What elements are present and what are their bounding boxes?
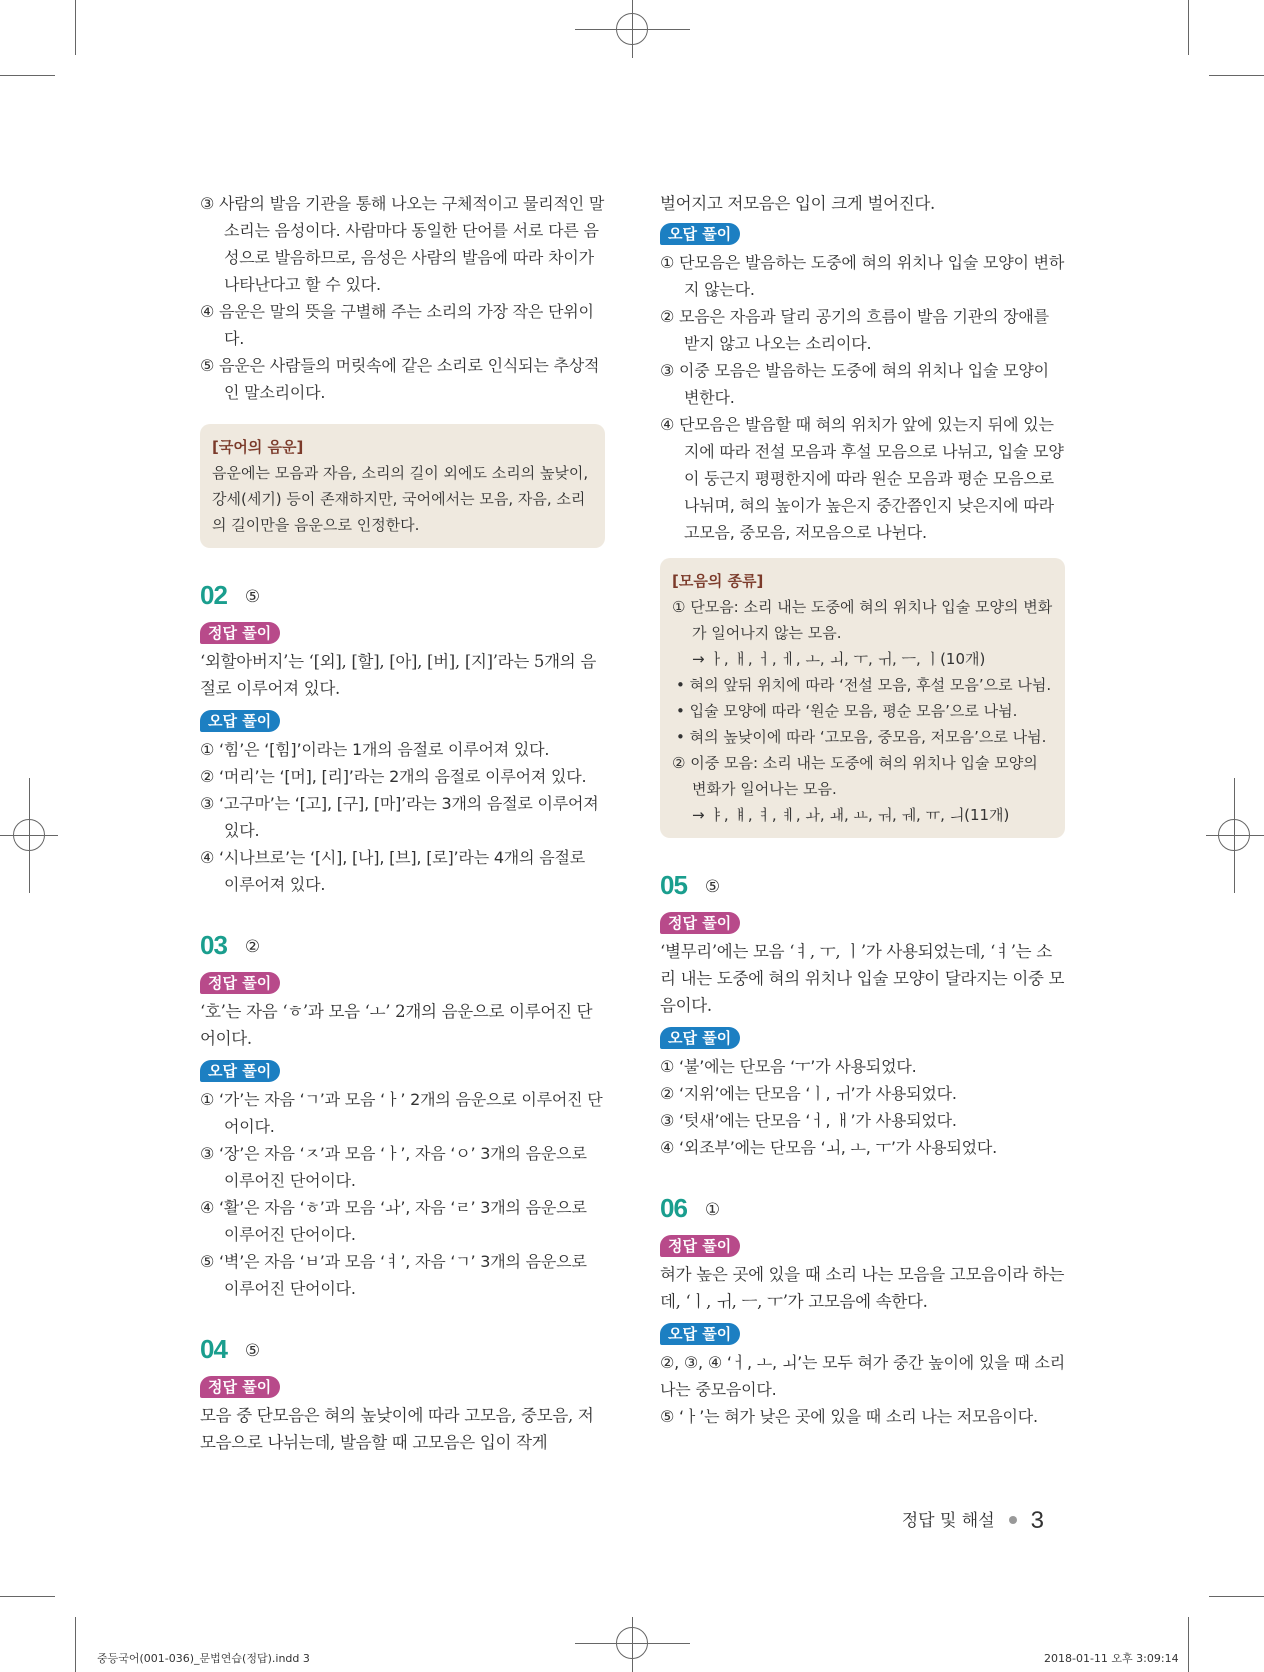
correct-explanation: 모음 중 단모음은 혀의 높낮이에 따라 고모음, 중모음, 저모음으로 나뉘는데, 발음할 때 고모음은 입이 작게 (200, 1406, 594, 1452)
correct-explanation-tag: 정답 풀이 (660, 912, 740, 934)
list-item: ③ ‘장’은 자음 ‘ㅈ’과 모음 ‘ㅏ’, 자음 ‘ㅇ’ 3개의 음운으로 이루어진 단어이다. (200, 1144, 587, 1190)
box-text: 음운에는 모음과 자음, 소리의 길이 외에도 소리의 높낮이, 강세(세기) 등이 존재하지만, 국어에서는 모음, 자음, 소리의 길이만을 음운으로 인정한다. (212, 464, 589, 534)
question-03-header (200, 928, 605, 966)
right-column (660, 190, 1065, 1430)
question-number: 03 (200, 930, 227, 960)
wrong-explanation-tag: 오답 풀이 (660, 1027, 740, 1049)
list-item: ② ‘지위’에는 단모음 ‘ㅣ, ㅟ’가 사용되었다. (660, 1084, 957, 1103)
slug-date: 2018-01-11 오후 3:09:14 (1044, 1652, 1179, 1665)
list-item: ② 모음은 자음과 달리 공기의 흐름이 발음 기관의 장애를 받지 않고 나오는 소리이다. (660, 307, 1049, 353)
question-number: 05 (660, 870, 687, 900)
correct-explanation: ‘외할아버지’는 ‘[외], [할], [아], [버], [지]’라는 5개의 음절로 이루어져 있다. (200, 652, 596, 698)
list-item: ④ ‘활’은 자음 ‘ㅎ’과 모음 ‘ㅘ’, 자음 ‘ㄹ’ 3개의 음운으로 이루어진 단어이다. (200, 1198, 587, 1244)
box-title: [모음의 종류] (672, 572, 764, 590)
footer-label: 정답 및 해설 (901, 1511, 995, 1531)
list-item: ⑤ ‘ㅏ’는 혀가 낮은 곳에 있을 때 소리 나는 저모음이다. (660, 1407, 1038, 1426)
correct-explanation-tag: 정답 풀이 (200, 1376, 280, 1398)
correct-explanation-tag: 정답 풀이 (200, 972, 280, 994)
list-item: ① ‘불’에는 단모음 ‘ㅜ’가 사용되었다. (660, 1057, 917, 1076)
slug-file: 중등국어(001-036)_문법연습(정답).indd 3 (97, 1652, 310, 1665)
wrong-explanation-tag: 오답 풀이 (200, 1060, 280, 1082)
info-box-vowel-types (660, 558, 1065, 838)
box-title: [국어의 음운] (212, 438, 304, 456)
box-item: ② 이중 모음: 소리 내는 도중에 혀의 위치나 입술 모양의 변화가 일어나는 모음. (672, 754, 1038, 798)
box-vowel-list: → ㅑ, ㅒ, ㅕ, ㅖ, ㅘ, ㅙ, ㅛ, ㅝ, ㅞ, ㅠ, ㅢ(11개) (692, 806, 1010, 824)
box-bullet: • 입술 모양에 따라 ‘원순 모음, 평순 모음’으로 나뉨. (676, 702, 1018, 720)
list-item: ③ ‘고구마’는 ‘[고], [구], [마]’라는 3개의 음절로 이루어져 있다. (200, 794, 599, 840)
question-number: 06 (660, 1193, 687, 1223)
wrong-explanation-tag: 오답 풀이 (200, 710, 280, 732)
page-number: 3 (1030, 1507, 1044, 1534)
list-item: ⑤ ‘벽’은 자음 ‘ㅂ’과 모음 ‘ㅕ’, 자음 ‘ㄱ’ 3개의 음운으로 이루어진 단어이다. (200, 1252, 587, 1298)
correct-explanation-tag: 정답 풀이 (200, 622, 280, 644)
list-item: ① ‘가’는 자음 ‘ㄱ’과 모음 ‘ㅏ’ 2개의 음운으로 이루어진 단어이다. (200, 1090, 603, 1136)
box-vowel-list: → ㅏ, ㅐ, ㅓ, ㅔ, ㅗ, ㅚ, ㅜ, ㅟ, ㅡ, ㅣ(10개) (692, 650, 986, 668)
list-item: ②, ③, ④ ‘ㅓ, ㅗ, ㅚ’는 모두 혀가 중간 높이에 있을 때 소리 나는 중모음이다. (660, 1353, 1066, 1399)
box-bullet: • 혀의 높낮이에 따라 ‘고모음, 중모음, 저모음’으로 나뉨. (676, 728, 1047, 746)
question-04-header (200, 1332, 605, 1370)
wrong-explanation-tag: 오답 풀이 (660, 1323, 740, 1345)
list-item: ③ ‘텃새’에는 단모음 ‘ㅓ, ㅐ’가 사용되었다. (660, 1111, 957, 1130)
list-item: ④ ‘시나브로’는 ‘[시], [나], [브], [로]’라는 4개의 음절로 이루어져 있다. (200, 848, 585, 894)
question-number: 04 (200, 1334, 227, 1364)
list-item: ④ 단모음은 발음할 때 혀의 위치가 앞에 있는지 뒤에 있는지에 따라 전설 모음과 후설 모음으로 나뉘고, 입술 모양이 둥근지 평평한지에 따라 원순 모음과 평순 모음으로 나뉘며, 혀의 높이가 높은지 중간쯤인지 낮은지에 따라 고모음, 중모음, 저모음으로 나뉜다. (660, 415, 1064, 542)
answer-mark: ⑤ (244, 1341, 261, 1361)
list-item: ② ‘머리’는 ‘[머], [리]’라는 2개의 음절로 이루어져 있다. (200, 767, 587, 786)
question-06-header (660, 1191, 1065, 1229)
page-footer (902, 1506, 1044, 1535)
list-item: ① 단모음은 발음하는 도중에 혀의 위치나 입술 모양이 변하지 않는다. (660, 253, 1065, 299)
continued-text: 벌어지고 저모음은 입이 크게 벌어진다. (660, 194, 935, 213)
list-item: ④ ‘외조부’에는 단모음 ‘ㅚ, ㅗ, ㅜ’가 사용되었다. (660, 1138, 998, 1157)
info-box-phonemes (200, 424, 605, 548)
wrong-explanation-tag: 오답 풀이 (660, 223, 740, 245)
list-item: ③ 사람의 발음 기관을 통해 나오는 구체적이고 물리적인 말소리는 음성이다. 사람마다 동일한 단어를 서로 다른 음성으로 발음하므로, 음성은 사람의 발음에 따라 차이가 나타난다고 할 수 있다. (200, 194, 605, 294)
list-item: ⑤ 음운은 사람들의 머릿속에 같은 소리로 인식되는 추상적인 말소리이다. (200, 356, 600, 402)
question-05-header (660, 868, 1065, 906)
correct-explanation: ‘호’는 자음 ‘ㅎ’과 모음 ‘ㅗ’ 2개의 음운으로 이루어진 단어이다. (200, 1002, 593, 1048)
list-item: ③ 이중 모음은 발음하는 도중에 혀의 위치나 입술 모양이 변한다. (660, 361, 1049, 407)
correct-explanation: 혀가 높은 곳에 있을 때 소리 나는 모음을 고모음이라 하는데, ‘ㅣ, ㅟ, ㅡ, ㅜ’가 고모음에 속한다. (660, 1265, 1065, 1311)
left-column (200, 190, 605, 1456)
answer-mark: ⑤ (244, 587, 261, 607)
list-item: ④ 음운은 말의 뜻을 구별해 주는 소리의 가장 작은 단위이다. (200, 302, 594, 348)
correct-explanation: ‘별무리’에는 모음 ‘ㅕ, ㅜ, ㅣ’가 사용되었는데, ‘ㅕ’는 소리 내는 도중에 혀의 위치나 입술 모양이 달라지는 이중 모음이다. (660, 942, 1065, 1015)
question-02-header (200, 578, 605, 616)
answer-mark: ① (704, 1200, 721, 1220)
footer-dot (1009, 1516, 1017, 1524)
answer-mark: ⑤ (704, 877, 721, 897)
question-number: 02 (200, 580, 227, 610)
list-item: ① ‘힘’은 ‘[힘]’이라는 1개의 음절로 이루어져 있다. (200, 740, 550, 759)
correct-explanation-tag: 정답 풀이 (660, 1235, 740, 1257)
box-item: ① 단모음: 소리 내는 도중에 혀의 위치나 입술 모양의 변화가 일어나지 않는 모음. (672, 598, 1053, 642)
box-bullet: • 혀의 앞뒤 위치에 따라 ‘전설 모음, 후설 모음’으로 나뉨. (676, 676, 1052, 694)
answer-mark: ② (244, 937, 261, 957)
